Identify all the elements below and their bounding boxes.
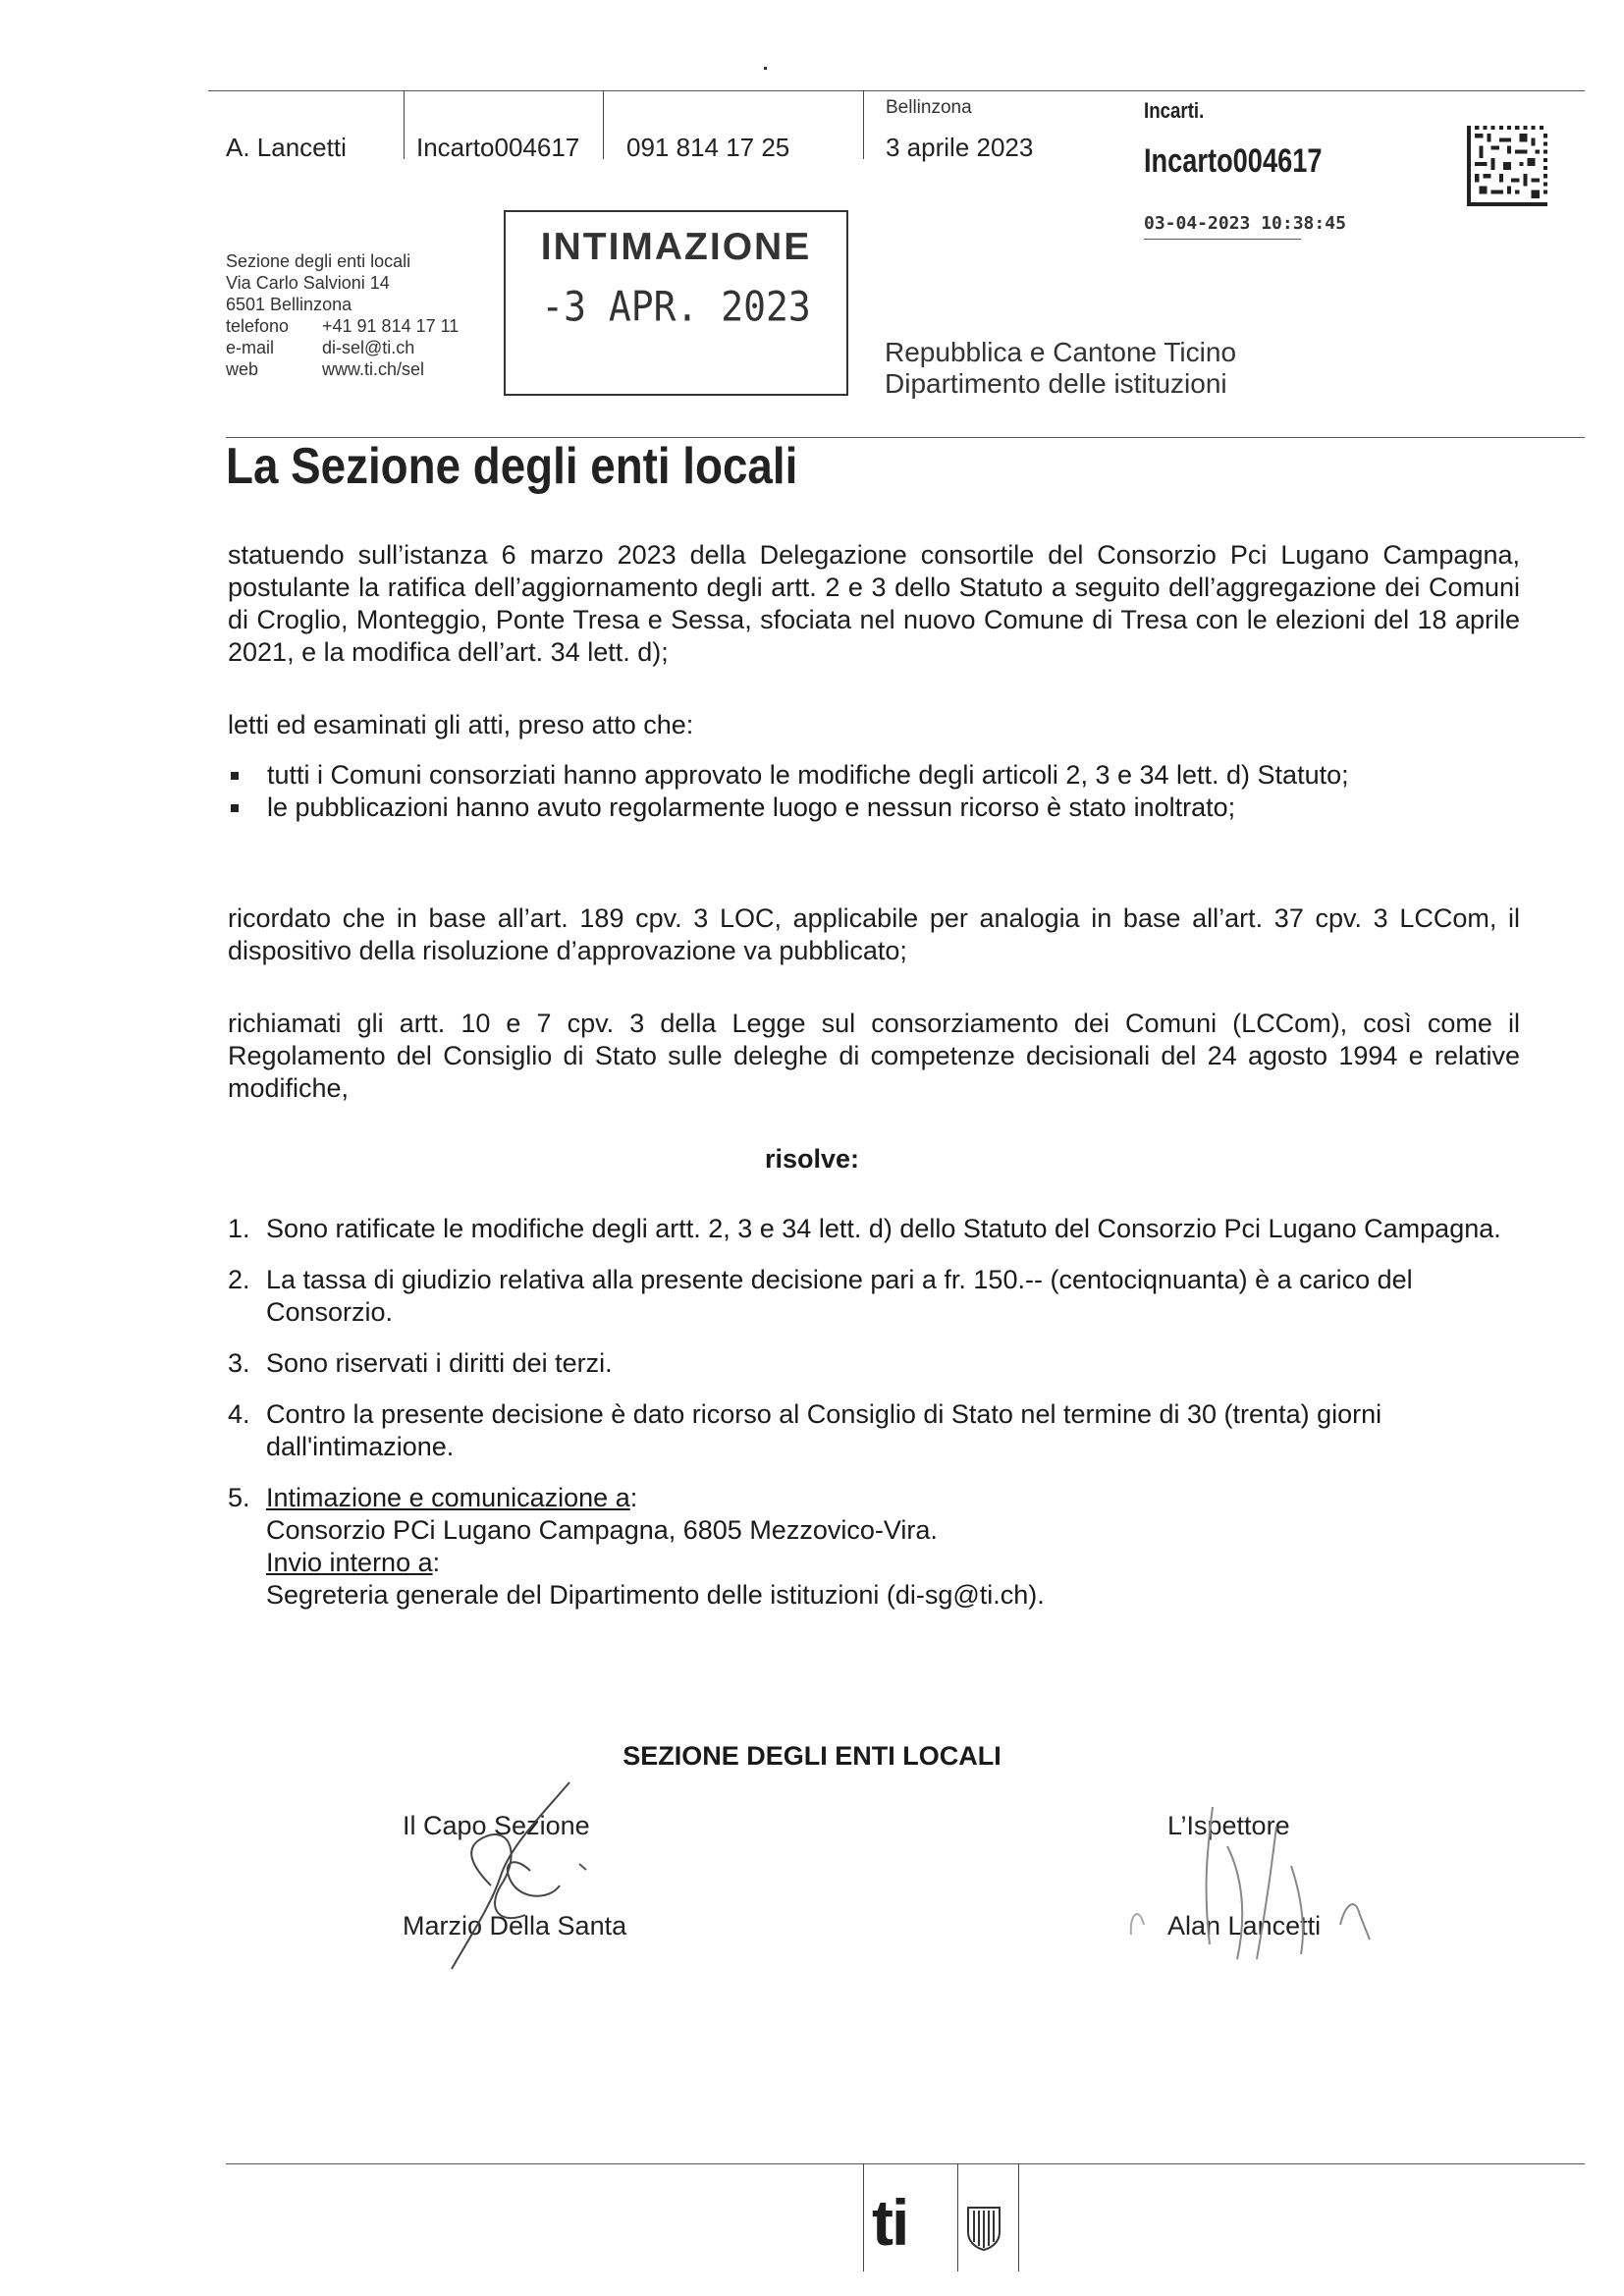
- sender-email-label: e-mail: [226, 338, 275, 357]
- author-name: A. Lancetti: [226, 133, 347, 162]
- place-label: Bellinzona: [886, 97, 972, 118]
- incarto-number: Incarto004617: [416, 133, 580, 162]
- sender-web: www.ti.ch/sel: [322, 359, 425, 379]
- footer-divider: [863, 2163, 864, 2271]
- decision-text: Contro la presente decisione è dato ricorso al Consiglio di Stato nel termine di 30 (trenta) giorni dall'intimazione.: [266, 1399, 1382, 1461]
- sender-phone: +41 91 814 17 11: [322, 316, 460, 336]
- decision-list: [228, 1213, 1534, 1630]
- premises-list: [228, 759, 1534, 824]
- colon: :: [432, 1548, 441, 1577]
- decision-text: La tassa di giudizio relativa alla presente decisione pari a fr. 150.-- (centociqnuanta) è a carico del Consorzio.: [266, 1265, 1413, 1327]
- list-item: [228, 1264, 1534, 1329]
- internal-heading: Invio interno a: [266, 1548, 433, 1577]
- list-item: tutti i Comuni consorziati hanno approvato le modifiche degli articoli 2, 3 e 34 lett. d) Statuto;: [228, 759, 1534, 792]
- authority-block: [885, 337, 1236, 400]
- sender-address-block: [226, 250, 459, 380]
- list-item: le pubblicazioni hanno avuto regolarmente luogo e nessun ricorso è stato inoltrato;: [228, 792, 1534, 824]
- right-signer-name: Alan Lancetti: [1167, 1911, 1322, 1941]
- left-signer-role: Il Capo Sezione: [403, 1811, 590, 1840]
- list-item: [228, 1213, 1534, 1245]
- ti-logo: ti: [872, 2186, 908, 2259]
- sender-name: Sezione degli enti locali: [226, 251, 411, 271]
- paragraph-ricordato: ricordato che in base all’art. 189 cpv. 3 LOC, applicabile per analogia in base all’art. 37 cpv. 3 LCCom, il dispositivo della risoluzione d’approvazione va pubblicato;: [228, 903, 1520, 965]
- coat-of-arms-icon: [965, 2205, 1002, 2252]
- timestamp-underline: [1144, 239, 1301, 240]
- decision-text: Sono ratificate le modifiche degli artt. 2, 3 e 34 lett. d) dello Statuto del Consorzio Pci Lugano Campagna.: [266, 1214, 1501, 1243]
- paragraph-richiamati: richiamati gli artt. 10 e 7 cpv. 3 della Legge sul consorziamento dei Comuni (LCCom), così come il Regolamento del Consiglio di Stato sulle deleghe di competenze decisionali del 24 agosto 1994 e relative modifiche,: [228, 1009, 1520, 1103]
- incarti-id: Incarto004617: [1144, 142, 1323, 180]
- paragraph-letti: letti ed esaminati gli atti, preso atto che:: [228, 710, 694, 739]
- header-divider: [863, 90, 864, 159]
- signature-right: [1119, 1787, 1394, 1974]
- item-number: 3.: [228, 1348, 250, 1378]
- footer-divider: [1018, 2163, 1019, 2271]
- list-item: [228, 1347, 1534, 1380]
- list-item: [228, 1482, 1534, 1612]
- sender-email: di-sel@ti.ch: [322, 338, 415, 357]
- internal-recipient: Segreteria generale del Dipartimento delle istituzioni (di-sg@ti.ch).: [266, 1580, 1045, 1610]
- paragraph-statuendo: statuendo sull’istanza 6 marzo 2023 della Delegazione consortile del Consorzio Pci Lugano Campagna, postulante la ratifica dell’aggiornamento degli artt. 2 e 3 dello Statuto a seguito dell’aggregazione dei Comuni di Croglio, Monteggio, Ponte Tresa e Sessa, sfociata nel nuovo Comune di Tresa con le elezioni del 18 aprile 2021, e la modifica dell’art. 34 lett. d);: [228, 540, 1520, 667]
- list-item: [228, 1398, 1534, 1463]
- datamatrix-code-icon: [1467, 126, 1547, 206]
- signature-left: [432, 1777, 609, 1984]
- scan-speck: [764, 67, 767, 70]
- intimazione-stamp: [504, 210, 848, 396]
- header-divider: [603, 90, 604, 159]
- item-number: 1.: [228, 1214, 250, 1243]
- item-number: 2.: [228, 1265, 250, 1294]
- decision-text: Sono riservati i diritti dei terzi.: [266, 1348, 613, 1378]
- left-signer-name: Marzio Della Santa: [403, 1911, 627, 1941]
- notification-recipient: Consorzio PCi Lugano Campagna, 6805 Mezzovico-Vira.: [266, 1515, 938, 1545]
- document-date: 3 aprile 2023: [886, 133, 1034, 162]
- incarti-label: Incarti.: [1144, 98, 1205, 123]
- header-top-rule: [208, 90, 1585, 91]
- header-divider: [404, 90, 405, 159]
- sender-street: Via Carlo Salvioni 14: [226, 273, 390, 293]
- sender-web-label: web: [226, 359, 259, 379]
- authority-canton: Repubblica e Cantone Ticino: [885, 337, 1237, 367]
- page-title: La Sezione degli enti locali: [226, 438, 798, 495]
- item-number: 5.: [228, 1483, 250, 1512]
- incarti-timestamp: 03-04-2023 10:38:45: [1144, 213, 1346, 234]
- authority-department: Dipartimento delle istituzioni: [885, 368, 1227, 399]
- colon: :: [629, 1483, 638, 1512]
- sender-phone-label: telefono: [226, 316, 290, 336]
- footer-divider: [957, 2163, 958, 2271]
- item-number: 4.: [228, 1399, 250, 1429]
- notification-heading: Intimazione e comunicazione a: [266, 1483, 630, 1512]
- sender-city: 6501 Bellinzona: [226, 295, 352, 314]
- author-phone: 091 814 17 25: [626, 133, 790, 162]
- stamp-date: -3 APR. 2023: [541, 282, 811, 331]
- footer-rule: [226, 2163, 1585, 2164]
- risolve-heading: risolve:: [764, 1144, 860, 1174]
- right-signer-role: L’Ispettore: [1167, 1811, 1290, 1840]
- stamp-title: INTIMAZIONE: [540, 226, 812, 268]
- signature-section-title: SEZIONE DEGLI ENTI LOCALI: [623, 1741, 1001, 1771]
